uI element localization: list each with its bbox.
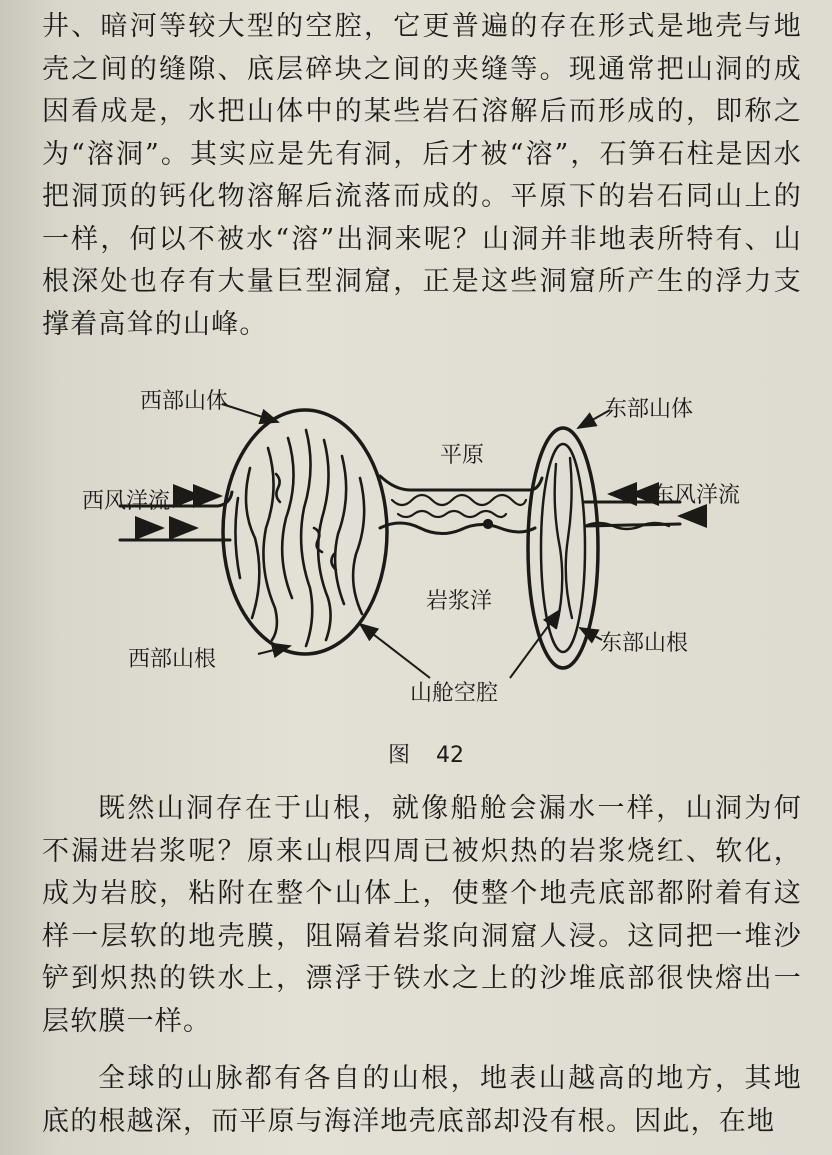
label-mountain-cavity: 山舱空腔: [410, 681, 499, 706]
figure-caption-number: 42: [436, 743, 465, 768]
figure-caption: [388, 738, 464, 769]
plain-crust-top-line: [380, 476, 542, 490]
paragraph-middle: 既然山洞存在于山根，就像船舱会漏水一样，山洞为何不漏进岩浆呢？原来山根四周已被炽热的岩浆烧红、软化，成为岩胶，粘附在整个山体上，使整个地壳底部都附着有这样一层软的地壳膜，阻隔着岩浆向洞窟人浸。这同把一堆沙铲到炽热的铁水上，漂浮于铁水之上的沙堆底部很快熔出一层软膜一样。: [42, 793, 802, 1037]
plain-crust-bottom-line: [380, 523, 535, 534]
label-east-wind-current: 东风洋流: [652, 483, 741, 508]
paragraph-bottom: 全球的山脉都有各自的山根，地表山越高的地方，其地底的根越深，而平原与海洋地壳底部却没有根。因此，在地: [42, 1063, 802, 1137]
east-mountain-inner: [541, 444, 585, 652]
label-west-mountain-root: 西部山根: [128, 647, 217, 672]
plain-cave-patterns: [392, 495, 526, 528]
mountain-root-diagram: [80, 378, 760, 778]
label-plain: 平原: [440, 443, 485, 468]
figure-42: [80, 378, 760, 778]
paragraph-top: 井、暗河等较大型的空腔，它更普遍的存在形式是地壳与地壳之间的缝隙、底层碎块之间的夹缝等。现通常把山洞的成因看成是，水把山体中的某些岩石溶解后而形成的，即称之为“溶洞”。其实应是先有洞，后才被“溶”，石笋石柱是因水把洞顶的钙化物溶解后流落而成的。平原下的岩石同山上的一样，何以不被水“溶”出洞来呢？山洞并非地表所特有、山根深处也存有大量巨型洞窟，正是这些洞窟所产生的浮力支撑着高耸的山峰。: [42, 11, 802, 340]
label-magma-ocean: 岩浆洋: [426, 589, 493, 614]
label-west-wind-current: 西风洋流: [82, 489, 171, 514]
label-east-mountain-mass: 东部山体: [605, 397, 694, 422]
figure-caption-prefix: 图: [388, 743, 411, 768]
label-east-mountain-root: 东部山根: [600, 631, 689, 656]
west-cave-patterns: [235, 430, 364, 646]
label-west-mountain-mass: 西部山体: [140, 389, 229, 414]
